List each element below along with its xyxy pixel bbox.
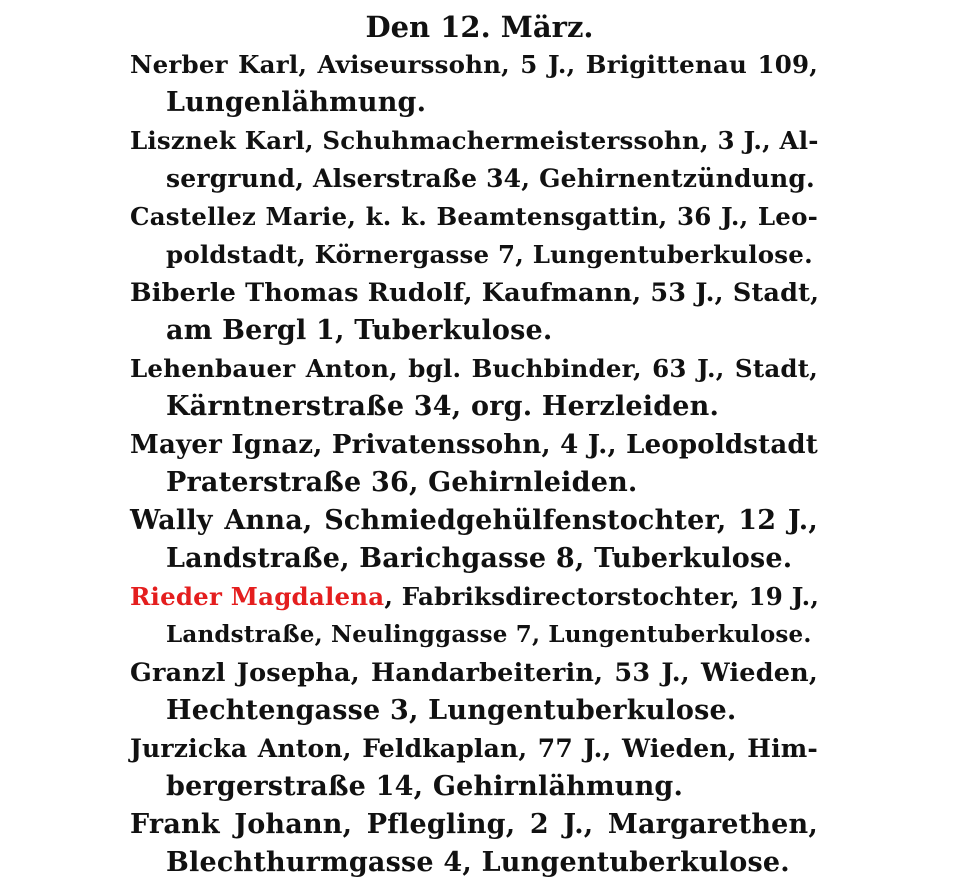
- entry-details: , Aviseurssohn, 5 J., Brigittenau 109,: [298, 50, 818, 79]
- entry-name: Granzl Josepha: [130, 658, 351, 688]
- register-entry-castellez: [130, 198, 818, 274]
- entry-details: , Schuhmachermeisterssohn, 3 J., Al-: [304, 126, 819, 155]
- entry-name: Frank Johann: [130, 809, 343, 840]
- register-entry-lehenbauer: [130, 350, 818, 426]
- entry-continuation: bergerstraße 14, Gehirnlähmung.: [166, 771, 684, 802]
- highlighted-entry-name: Rieder Magdalena: [130, 582, 385, 611]
- entry-continuation: Hechtengasse 3, Lungentuberkulose.: [166, 695, 737, 726]
- register-entry-frank: [130, 806, 818, 882]
- entry-continuation: Kärntnerstraße 34, org. Herzleiden.: [166, 391, 720, 422]
- entry-details: , Pflegling, 2 J., Margarethen,: [342, 809, 818, 840]
- entry-name: Castellez Marie: [130, 202, 348, 231]
- entry-continuation: Landstraße, Barichgasse 8, Tuberkulose.: [166, 543, 793, 574]
- entry-continuation: Landstraße, Neulinggasse 7, Lungentuberkulose.: [166, 621, 812, 648]
- register-entry-nerber: [130, 46, 818, 122]
- entry-continuation: Blechthurmgasse 4, Lungentuberkulose.: [166, 847, 790, 878]
- entry-details: , Handarbeiterin, 53 J., Wieden,: [350, 658, 818, 688]
- entry-name: Lehenbauer Anton: [130, 354, 390, 383]
- entry-details: , k. k. Beamtensgattin, 36 J., Leo-: [347, 202, 819, 231]
- date-heading: Den 12. März.: [365, 10, 594, 44]
- death-register-list: [130, 46, 818, 882]
- register-entry-granzl: [130, 654, 818, 730]
- register-entry-jurzicka: [130, 730, 818, 806]
- entry-continuation: Praterstraße 36, Gehirnleiden.: [166, 467, 638, 498]
- entry-details: , Privatenssohn, 4 J., Leopoldstadt: [313, 430, 818, 460]
- entry-continuation: poldstadt, Körnergasse 7, Lungentuberkulose.: [166, 240, 813, 269]
- entry-name: Nerber Karl: [130, 50, 299, 79]
- entry-details: , Fabriksdirectorstochter, 19 J.,: [384, 582, 820, 611]
- register-entry-biberle: [130, 274, 818, 350]
- entry-details: , Kaufmann, 53 J., Stadt,: [463, 278, 820, 308]
- entry-details: , Feldkaplan, 77 J., Wieden, Him-: [342, 734, 818, 763]
- entry-name: Mayer Ignaz: [130, 430, 314, 460]
- entry-name: Lisznek Karl: [130, 126, 305, 155]
- entry-continuation: Lungenlähmung.: [166, 87, 427, 118]
- entry-details: , Schmiedgehülfenstochter, 12 J.,: [302, 505, 818, 536]
- register-entry-wally: [130, 502, 818, 578]
- register-entry-rieder: [130, 578, 818, 654]
- register-entry-mayer: [130, 426, 818, 502]
- entry-details: , bgl. Buchbinder, 63 J., Stadt,: [389, 354, 818, 383]
- entry-name: Wally Anna: [130, 505, 303, 536]
- register-entry-lisznek: [130, 122, 818, 198]
- entry-name: Biberle Thomas Rudolf: [130, 278, 464, 308]
- entry-continuation: sergrund, Alserstraße 34, Gehirnentzündung.: [166, 164, 815, 193]
- entry-continuation: am Bergl 1, Tuberkulose.: [166, 315, 553, 346]
- entry-name: Jurzicka Anton: [130, 734, 343, 763]
